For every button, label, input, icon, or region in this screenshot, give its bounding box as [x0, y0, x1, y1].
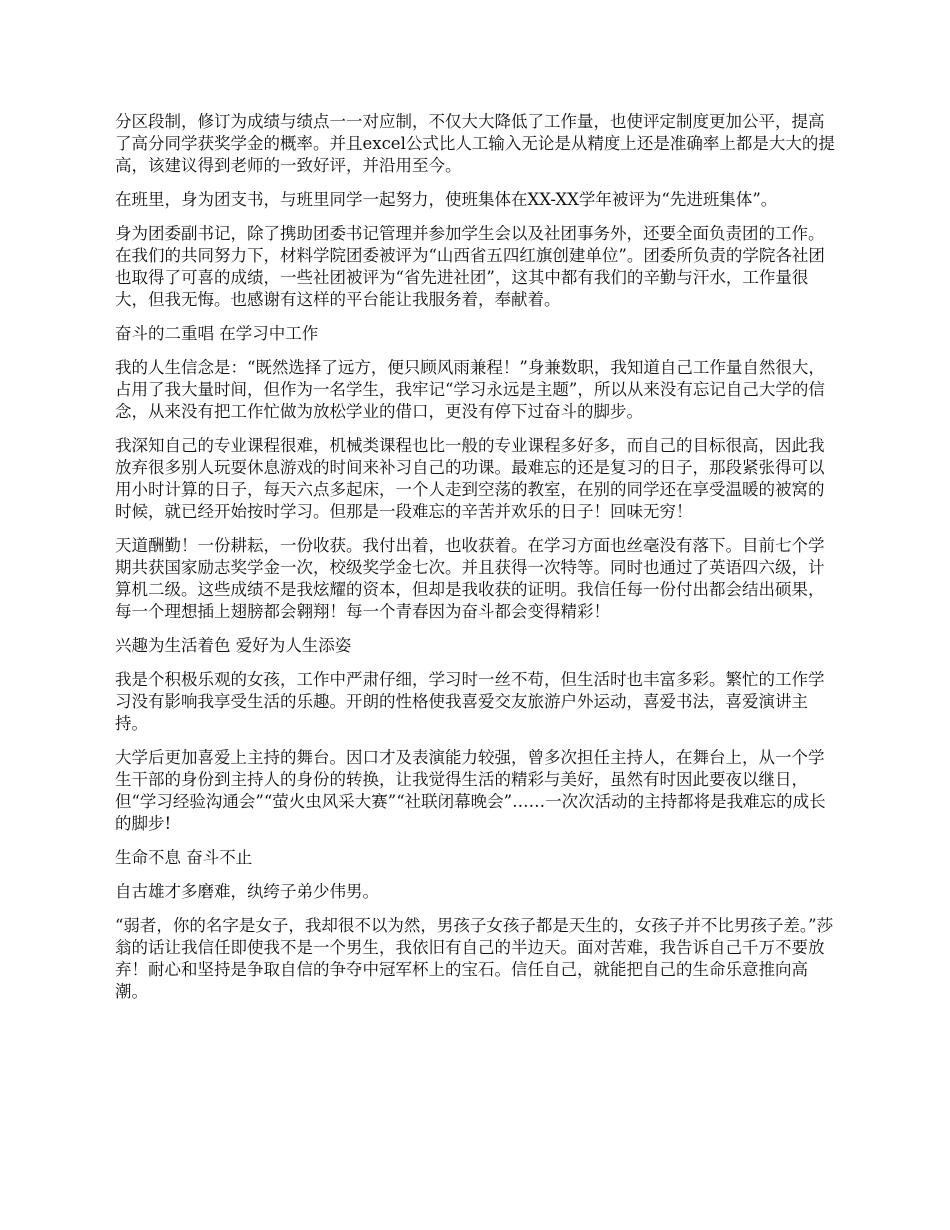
- paragraph-self-confidence: “弱者，你的名字是女子，我却很不以为然，男孩子女孩子都是天生的，女孩子并不比男孩子差。”莎翁的话让我信任即使我不是一个男生，我依旧有自己的半边天。面对苦难，我告诉自己千万不要放弃！耐心和坚持是争取自信的争夺中冠军杯上的宝石。信任自己，就能把自己的生命乐意推向高潮。: [115, 916, 834, 1001]
- paragraph-scholarship-system: 分区段制，修订为成绩与绩点一一对应制，不仅大大降低了工作量，也使评定制度更加公平，提高了高分同学获奖学金的概率。并且excel公式比人工输入无论是从精度上还是准确率上都是大大的提高，该建议得到老师的一致好评，并沿用至今。: [115, 112, 835, 175]
- section-heading-never-stop: 生命不息 奋斗不止: [115, 848, 253, 867]
- paragraph-proverb: 自古雄才多磨难，纨绔子弟少伟男。: [115, 882, 379, 901]
- paragraph-achievements: 天道酬勤！一份耕耘，一份收获。我付出着，也收获着。在学习方面也丝毫没有落下。目前七个学期共获国家励志奖学金一次，校级奖学金七次。并且获得一次特等。同时也通过了英语四六级，计算机二级。这些成绩不是我炫耀的资本，但却是我收获的证明。我信任每一份付出都会结出硕果，每一个理想插上翅膀都会翱翔！每一个青春因为奋斗都会变得精彩！: [115, 536, 825, 621]
- document-body: [115, 111, 835, 1015]
- paragraph-class-honor: 在班里，身为团支书，与班里同学一起努力，使班集体在XX-XX学年被评为“先进班集体”。: [115, 190, 778, 209]
- section-heading-hobbies: 兴趣为生活着色 爱好为人生添姿: [115, 636, 352, 655]
- paragraph-personality: 我是个积极乐观的女孩，工作中严肃仔细，学习时一丝不苟，但生活时也丰富多彩。繁忙的工作学习没有影响我享受生活的乐趣。开朗的性格使我喜爱交友旅游户外运动，喜爱书法，喜爱演讲主持。: [115, 670, 825, 733]
- paragraph-hard-courses: 我深知自己的专业课程很难，机械类课程也比一般的专业课程多好多，而自己的目标很高，因此我放弃很多别人玩耍休息游戏的时间来补习自己的功课。最难忘的还是复习的日子，那段紧张得可以用小时计算的日子，每天六点多起床，一个人走到空荡的教室，在别的同学还在享受温暖的被窝的时候，就已经开始按时学习。但那是一段难忘的辛苦并欢乐的日子！回味无穷！: [115, 436, 825, 521]
- paragraph-league-committee: 身为团委副书记，除了携助团委书记管理并参加学生会以及社团事务外，还要全面负责团的工作。在我们的共同努力下，材料学院团委被评为“山西省五四红旗创建单位”。团委所负责的学院各社团也取得了可喜的成绩，一些社团被评为“省先进社团”，这其中都有我们的辛勤与汗水，工作量很大，但我无悔。也感谢有这样的平台能让我服务着，奉献着。: [115, 224, 825, 309]
- paragraph-life-belief: 我的人生信念是：“既然选择了远方，便只顾风雨兼程！”身兼数职，我知道自己工作量自然很大，占用了我大量时间，但作为一名学生，我牢记“学习永远是主题”，所以从来没有忘记自己大学的信念，从来没有把工作忙做为放松学业的借口，更没有停下过奋斗的脚步。: [115, 358, 825, 421]
- paragraph-hosting: 大学后更加喜爱上主持的舞台。因口才及表演能力较强，曾多次担任主持人，在舞台上，从一个学生干部的身份到主持人的身份的转换，让我觉得生活的精彩与美好，虽然有时因此要夜以继日，但“学习经验沟通会”“萤火虫风采大赛”“社联闭幕晚会”……一次次活动的主持都将是我难忘的成长的脚步!: [115, 748, 826, 833]
- section-heading-study-work: 奋斗的二重唱 在学习中工作: [115, 324, 319, 343]
